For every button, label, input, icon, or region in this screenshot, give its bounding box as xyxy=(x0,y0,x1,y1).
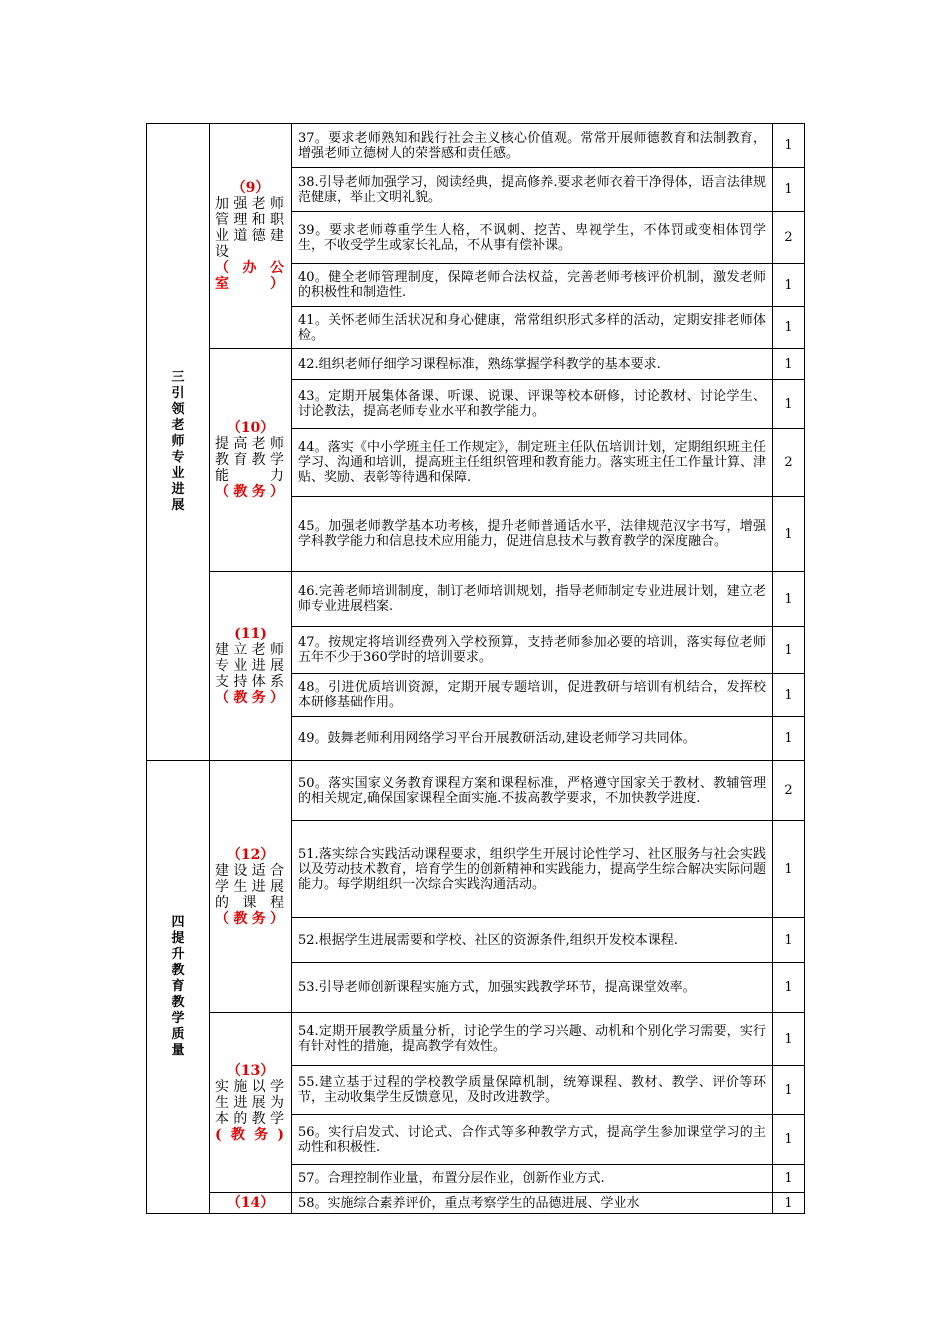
item-text: 40。健全老师管理制度，保障老师合法权益，完善老师考核评价机制，激发老师的积极性和制造性. xyxy=(292,264,773,307)
subcategory-cell xyxy=(210,761,292,1013)
item-score: 1 xyxy=(773,124,805,168)
item-text: 58。实施综合素养评价，重点考察学生的品德进展、学业水 xyxy=(292,1193,773,1214)
category-label: 四提升教育教学质量 xyxy=(171,915,185,1058)
item-text: 42.组织老师仔细学习课程标准，熟练掌握学科教学的基本要求. xyxy=(292,349,773,380)
subcategory-cell xyxy=(210,1193,292,1214)
item-score: 1 xyxy=(773,963,805,1013)
item-score: 1 xyxy=(773,1066,805,1115)
item-text: 49。鼓舞老师利用网络学习平台开展教研活动,建设老师学习共同体。 xyxy=(292,717,773,761)
item-score: 1 xyxy=(773,821,805,918)
item-text: 53.引导老师创新课程实施方式，加强实践教学环节，提高课堂效率。 xyxy=(292,963,773,1013)
item-text: 39。要求老师尊重学生人格，不讽刺、挖苦、卑视学生，不体罚或变相体罚学生，不收受学生或家长礼品，不从事有偿补课。 xyxy=(292,212,773,264)
item-score: 1 xyxy=(773,497,805,572)
item-text: 41。关怀老师生活状况和身心健康，常常组织形式多样的活动，定期安排老师体检。 xyxy=(292,307,773,349)
item-text: 51.落实综合实践活动课程要求，组织学生开展讨论性学习、社区服务与社会实践以及劳动技术教育，培育学生的创新精神和实践能力，提高学生综合解决实际问题能力。每学期组织一次综合实践沟通活动。 xyxy=(292,821,773,918)
item-score: 1 xyxy=(773,307,805,349)
item-score: 2 xyxy=(773,761,805,821)
item-text: 44。落实《中小学班主任工作规定》，制定班主任队伍培训计划，定期组织班主任学习、沟通和培训，提高班主任组织管理和教育能力。落实班主任工作量计算、津贴、奖励、表彰等待遇和保障. xyxy=(292,429,773,497)
subcategory-label: 建设适合学生进展的课程 xyxy=(215,862,286,911)
subcategory-department: （教务） xyxy=(215,484,286,500)
subcategory-label: 加强老师管理和职业道德建设 xyxy=(215,196,286,260)
item-text: 48。引进优质培训资源，定期开展专题培训，促进教研与培训有机结合，发挥校本研修基础作用。 xyxy=(292,674,773,717)
subcategory-department: （教务） xyxy=(215,910,286,927)
subcategory-cell xyxy=(210,1013,292,1193)
category-cell xyxy=(147,124,210,761)
item-text: 55.建立基于过程的学校教学质量保障机制，统筹课程、教材、教学、评价等环节，主动收集学生反馈意见，及时改进教学。 xyxy=(292,1066,773,1115)
subcategory-label: 实施以学生进展为本的教学 xyxy=(215,1078,286,1127)
subcategory-number: （9） xyxy=(231,180,270,196)
category-label: 三引领老师专业进展 xyxy=(171,370,185,513)
item-text: 45。加强老师教学基本功考核，提升老师普通话水平，法律规范汉字书写，增强学科教学能力和信息技术应用能力，促进信息技术与教育教学的深度融合。 xyxy=(292,497,773,572)
item-score: 2 xyxy=(773,212,805,264)
item-score: 1 xyxy=(773,264,805,307)
item-text: 54.定期开展教学质量分析，讨论学生的学习兴趣、动机和个别化学习需要，实行有针对性的措施，提高教学有效性。 xyxy=(292,1013,773,1066)
subcategory-number: （13） xyxy=(226,1062,275,1079)
item-score: 1 xyxy=(773,1193,805,1214)
item-score: 1 xyxy=(773,349,805,380)
subcategory-cell xyxy=(210,349,292,572)
item-score: 1 xyxy=(773,1165,805,1193)
subcategory-label: 提高老师教育教学能力 xyxy=(215,436,286,484)
item-score: 1 xyxy=(773,1013,805,1066)
item-score: 1 xyxy=(773,627,805,674)
item-text: 43。定期开展集体备课、听课、说课、评课等校本研修，讨论教材、讨论学生、讨论教法，提高老师专业水平和教学能力。 xyxy=(292,380,773,429)
subcategory-label: 建立老师专业进展支持体系 xyxy=(215,642,286,690)
subcategory-number: （12） xyxy=(226,846,275,863)
category-cell xyxy=(147,761,210,1214)
subcategory-department: （办公室） xyxy=(215,260,286,292)
subcategory-cell xyxy=(210,124,292,349)
item-score: 1 xyxy=(773,918,805,963)
criteria-table xyxy=(146,123,805,1214)
item-text: 47。按规定将培训经费列入学校预算，支持老师参加必要的培训，落实每位老师五年不少于360学时的培训要求。 xyxy=(292,627,773,674)
item-text: 46.完善老师培训制度，制订老师培训规划，指导老师制定专业进展计划，建立老师专业进展档案. xyxy=(292,572,773,627)
item-text: 52.根据学生进展需要和学校、社区的资源条件,组织开发校本课程. xyxy=(292,918,773,963)
subcategory-cell xyxy=(210,572,292,761)
item-text: 37。要求老师熟知和践行社会主义核心价值观。常常开展师德教育和法制教育，增强老师立德树人的荣誉感和责任感。 xyxy=(292,124,773,168)
item-text: 56。实行启发式、讨论式、合作式等多种教学方式，提高学生参加课堂学习的主动性和积极性. xyxy=(292,1115,773,1165)
item-score: 1 xyxy=(773,674,805,717)
item-score: 1 xyxy=(773,1115,805,1165)
item-text: 57。合理控制作业量，布置分层作业，创新作业方式. xyxy=(292,1165,773,1193)
item-text: 50。落实国家义务教育课程方案和课程标准，严格遵守国家关于教材、教辅管理的相关规定,确保国家课程全面实施.不拔高教学要求，不加快教学进度. xyxy=(292,761,773,821)
item-score: 1 xyxy=(773,380,805,429)
subcategory-department: （教务） xyxy=(215,690,286,706)
subcategory-number: (11) xyxy=(234,626,267,642)
item-score: 1 xyxy=(773,717,805,761)
item-text: 38.引导老师加强学习，阅读经典，提高修养.要求老师衣着干净得体，语言法律规范健康，举止文明礼貌。 xyxy=(292,168,773,212)
subcategory-number: （14） xyxy=(226,1195,275,1211)
item-score: 2 xyxy=(773,429,805,497)
item-score: 1 xyxy=(773,168,805,212)
subcategory-number: （10） xyxy=(226,420,275,436)
subcategory-department: (教务) xyxy=(215,1126,286,1143)
item-score: 1 xyxy=(773,572,805,627)
